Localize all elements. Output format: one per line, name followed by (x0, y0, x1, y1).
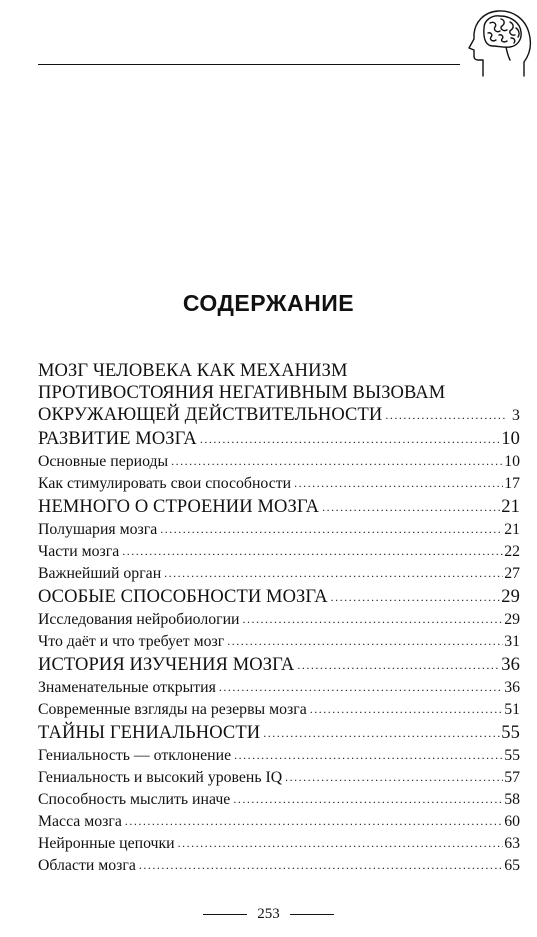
toc-page-number: 3 (512, 407, 520, 424)
dot-leader (219, 676, 503, 698)
toc-page-number: 22 (504, 543, 520, 560)
dot-leader (310, 698, 503, 720)
dot-leader (139, 854, 503, 876)
toc-page-number: 17 (504, 475, 520, 492)
toc-page-number: 65 (504, 857, 520, 874)
dot-leader (164, 562, 503, 584)
dot-leader (200, 427, 500, 450)
toc-section[interactable] (38, 767, 520, 789)
toc-page-number: 31 (504, 633, 520, 650)
toc-section[interactable] (38, 563, 520, 585)
toc-section[interactable] (38, 677, 520, 699)
toc-page-number: 29 (501, 587, 520, 607)
toc-page-number: 63 (504, 835, 520, 852)
toc-chapter[interactable] (38, 496, 520, 519)
toc-section-title: Полушария мозга (38, 521, 158, 538)
dot-leader (331, 585, 501, 608)
toc-chapter-title: НЕМНОГО О СТРОЕНИИ МОЗГА (38, 497, 320, 517)
toc-section-title: Гениальность — отклонение (38, 747, 232, 764)
toc-section[interactable] (38, 811, 520, 833)
table-of-contents (38, 360, 520, 877)
toc-section[interactable] (38, 609, 520, 631)
toc-section-title: Нейронные цепочки (38, 835, 175, 852)
toc-page-number: 21 (501, 497, 520, 517)
dot-leader (122, 540, 503, 562)
dot-leader (297, 653, 500, 676)
toc-chapter[interactable] (38, 586, 520, 609)
toc-section-title: Современные взгляды на резервы мозга (38, 701, 307, 718)
toc-page-number: 58 (504, 791, 520, 808)
toc-page-number: 36 (504, 679, 520, 696)
toc-page-number: 55 (504, 747, 520, 764)
toc-chapter-title: ИСТОРИЯ ИЗУЧЕНИЯ МОЗГА (38, 655, 295, 675)
dot-leader (234, 744, 503, 766)
dot-leader (233, 788, 503, 810)
page-title: СОДЕРЖАНИЕ (182, 290, 355, 316)
toc-section[interactable] (38, 631, 520, 653)
dot-leader (243, 608, 504, 630)
toc-chapter[interactable] (38, 654, 520, 677)
toc-page-number: 29 (504, 611, 520, 628)
toc-page-number: 10 (501, 429, 520, 449)
dot-leader (171, 450, 503, 472)
toc-section-title: Части мозга (38, 543, 120, 560)
toc-section-title: Основные периоды (38, 453, 169, 470)
toc-page-number: 10 (504, 453, 520, 470)
toc-chapter-title-line: МОЗГ ЧЕЛОВЕКА КАК МЕХАНИЗМ (38, 361, 348, 381)
toc-page-number: 55 (501, 723, 520, 743)
footer-dash-left (203, 914, 247, 915)
dot-leader (125, 810, 503, 832)
toc-chapter[interactable] (38, 428, 520, 451)
dot-leader (227, 630, 503, 652)
toc-page-number: 60 (504, 813, 520, 830)
toc-section[interactable] (38, 541, 520, 563)
toc-section[interactable] (38, 833, 520, 855)
page-footer (0, 906, 537, 923)
toc-chapter-title-line: ПРОТИВОСТОЯНИЯ НЕГАТИВНЫМ ВЫЗОВАМ (38, 383, 446, 403)
toc-section[interactable] (38, 451, 520, 473)
toc-section-title: Знаменательные открытия (38, 679, 216, 696)
toc-section[interactable] (38, 855, 520, 877)
toc-section[interactable] (38, 745, 520, 767)
dot-leader (385, 403, 505, 426)
toc-section-title: Важнейший орган (38, 565, 162, 582)
footer-dash-right (290, 914, 334, 915)
toc-page-number: 27 (504, 565, 520, 582)
dot-leader (263, 721, 500, 744)
dot-leader (294, 472, 503, 494)
toc-section-title: Как стимулировать свои способности (38, 475, 292, 492)
toc-section-title: Что даёт и что требует мозг (38, 633, 225, 650)
dot-leader (285, 766, 503, 788)
head-with-brain-icon (466, 6, 532, 84)
toc-section[interactable] (38, 519, 520, 541)
toc-chapter-title: ОКРУЖАЮЩЕЙ ДЕЙСТВИТЕЛЬНОСТИ (38, 405, 383, 425)
toc-page-number: 51 (504, 701, 520, 718)
toc-section-title: Гениальность и высокий уровень IQ (38, 769, 283, 786)
dot-leader (322, 495, 500, 518)
toc-section[interactable] (38, 473, 520, 495)
toc-page-number: 57 (504, 769, 520, 786)
toc-section-title: Исследования нейробиологии (38, 611, 240, 628)
page-number: 253 (257, 906, 280, 922)
dot-leader (178, 832, 504, 854)
toc-page-number: 21 (504, 521, 520, 538)
toc-section-title: Области мозга (38, 857, 136, 874)
toc-chapter[interactable] (38, 360, 520, 427)
toc-section[interactable] (38, 699, 520, 721)
toc-chapter[interactable] (38, 722, 520, 745)
dot-leader (160, 518, 503, 540)
toc-section-title: Способность мыслить иначе (38, 791, 231, 808)
toc-chapter-title: ОСОБЫЕ СПОСОБНОСТИ МОЗГА (38, 587, 328, 607)
toc-chapter-title: ТАЙНЫ ГЕНИАЛЬНОСТИ (38, 723, 261, 743)
toc-section-title: Масса мозга (38, 813, 122, 830)
toc-page-number: 36 (501, 655, 520, 675)
header-rule (38, 64, 460, 65)
toc-section[interactable] (38, 789, 520, 811)
toc-chapter-title: РАЗВИТИЕ МОЗГА (38, 429, 197, 449)
